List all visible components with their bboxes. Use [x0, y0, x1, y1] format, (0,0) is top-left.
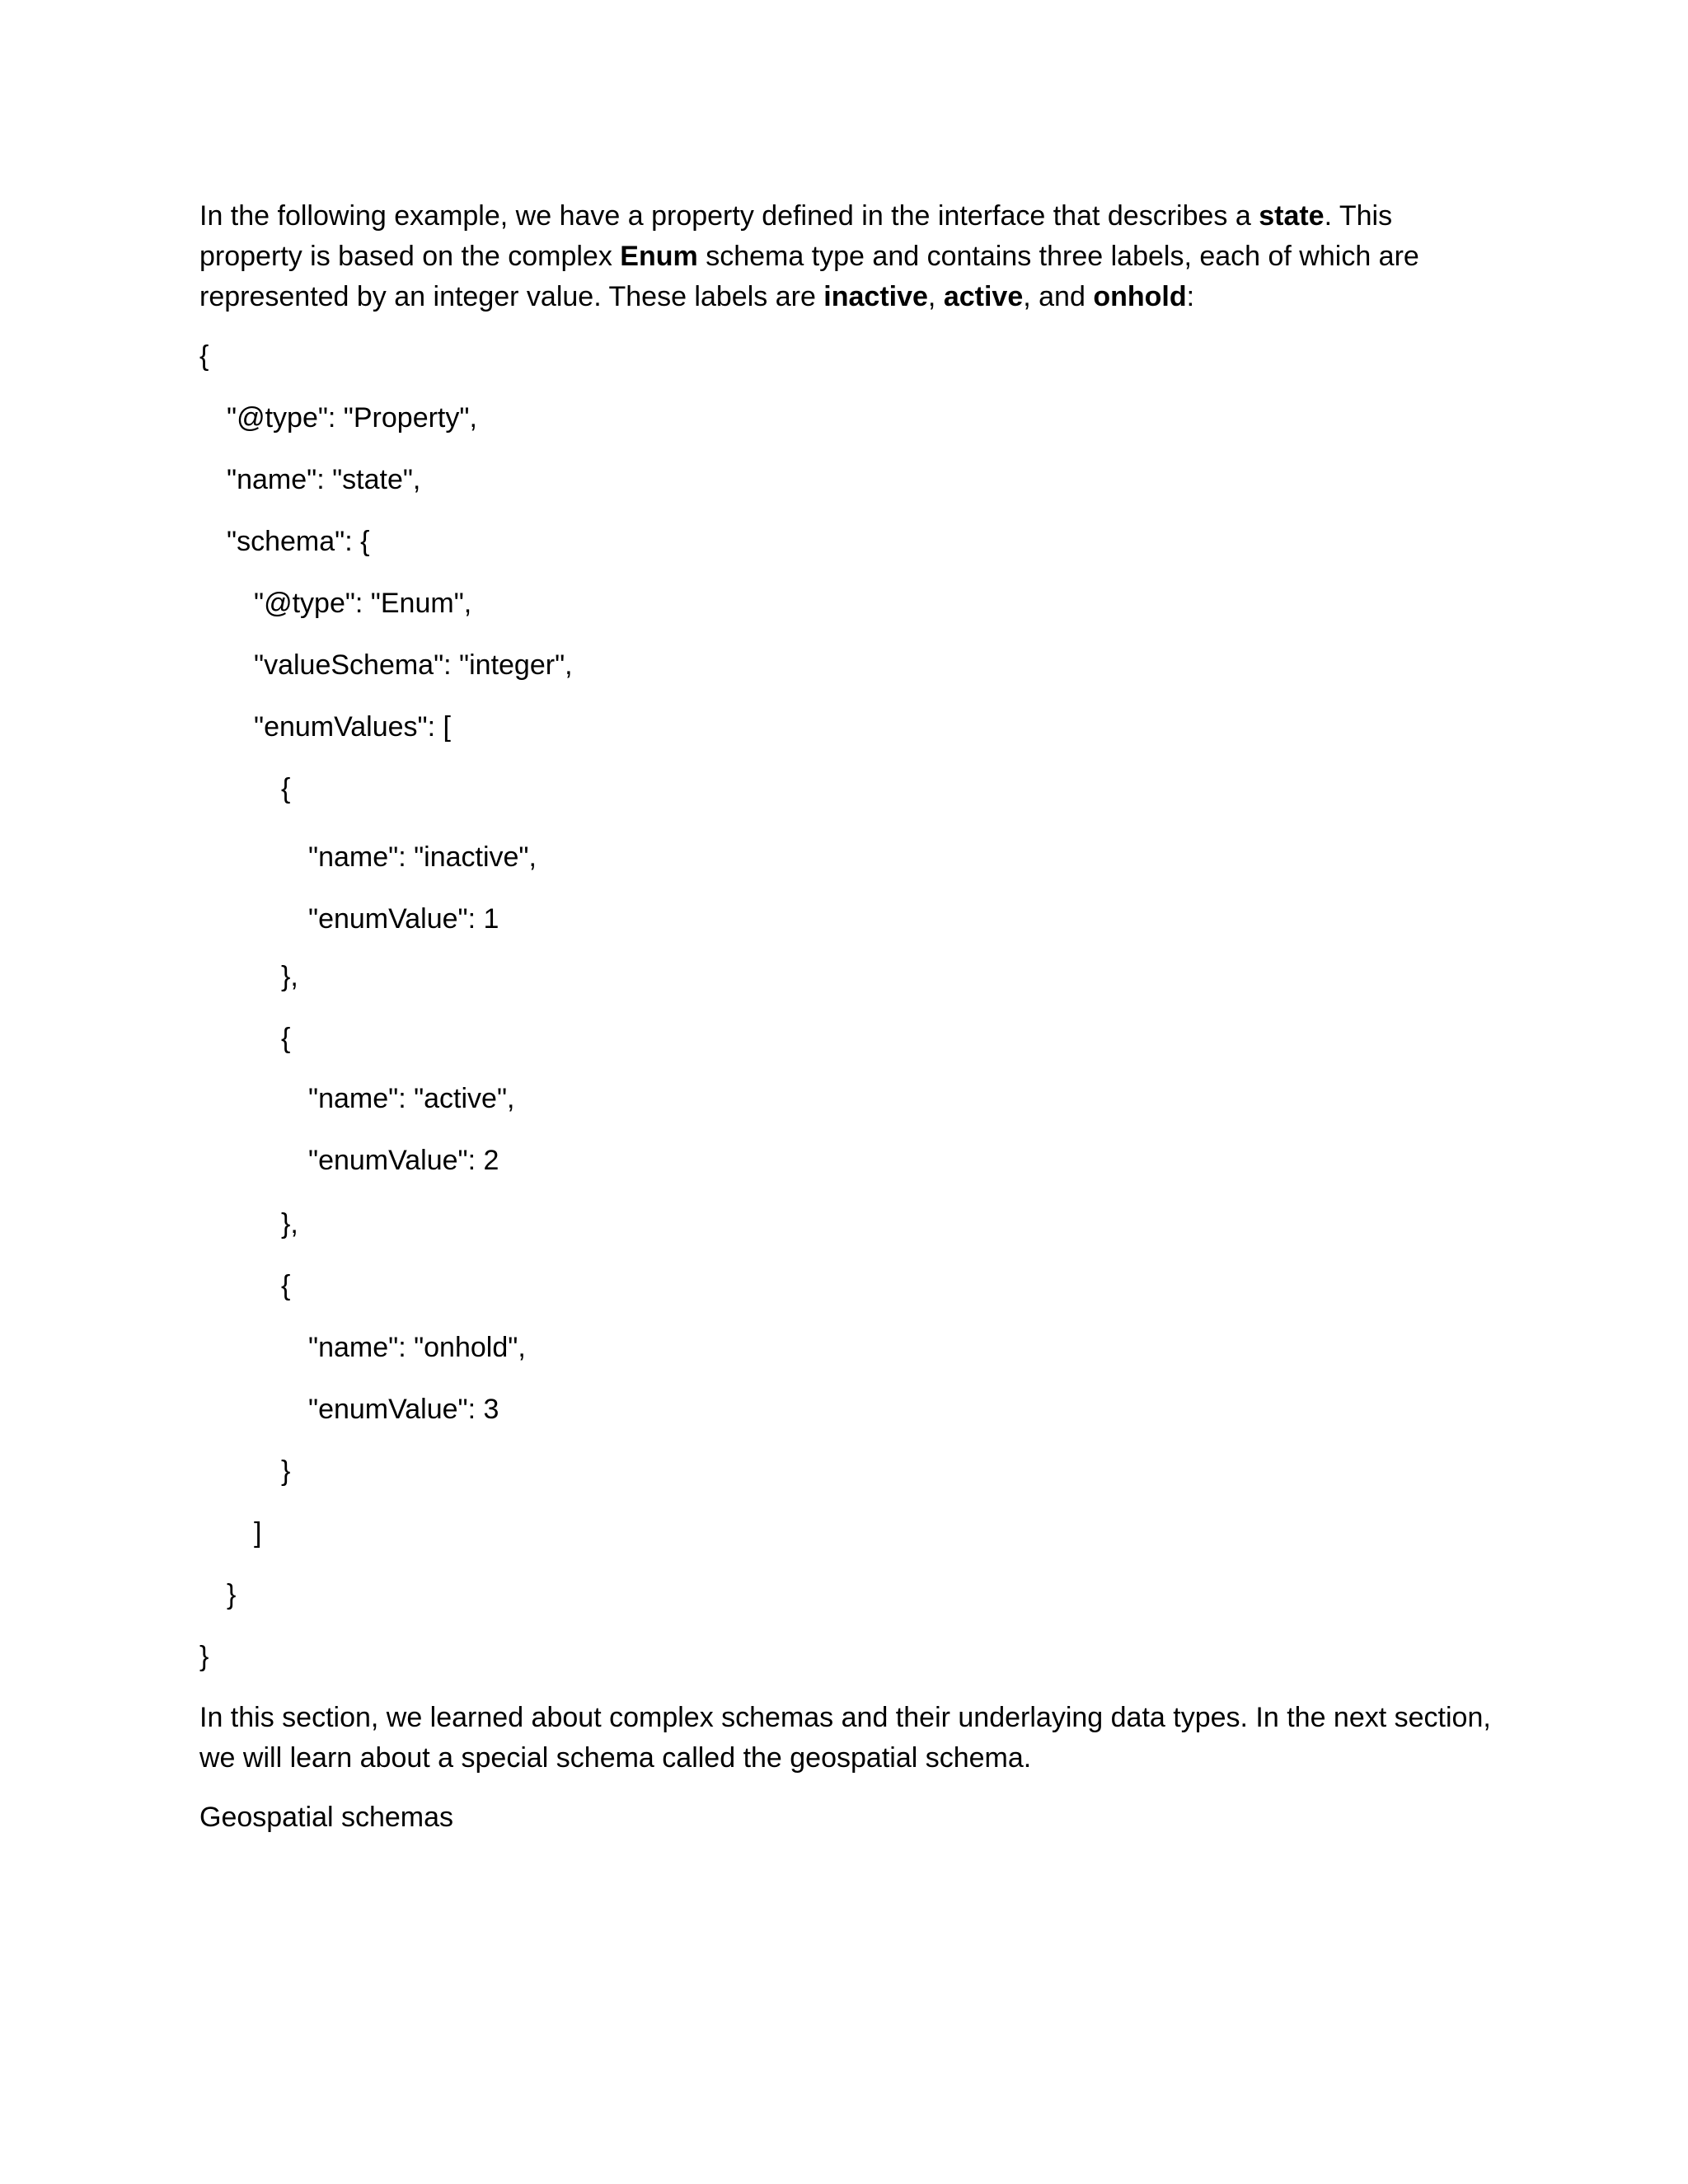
code-line: } [199, 1641, 209, 1672]
code-line: { [281, 1023, 291, 1054]
intro-text-5: , and [1023, 281, 1094, 312]
code-line: } [227, 1579, 237, 1610]
code-line: "name": "state", [227, 464, 421, 495]
code-line: "schema": { [227, 526, 370, 557]
code-line: "@type": "Property", [227, 402, 477, 434]
code-line: "enumValue": 1 [308, 903, 499, 935]
bold-inactive: inactive [823, 281, 928, 312]
intro-text-4: , [927, 281, 944, 312]
bold-state: state [1259, 200, 1325, 232]
code-line: { [199, 340, 209, 372]
code-line: "name": "inactive", [308, 841, 537, 873]
code-line: "enumValue": 2 [308, 1145, 499, 1176]
bold-enum: Enum [620, 241, 698, 272]
code-line: } [281, 1455, 291, 1487]
code-line: "enumValue": 3 [308, 1394, 499, 1425]
bold-onhold: onhold [1093, 281, 1187, 312]
code-line: "name": "active", [308, 1083, 515, 1114]
intro-text-2: . This property is based on the complex [199, 200, 1393, 272]
code-line: "enumValues": [ [254, 711, 451, 743]
code-line: }, [281, 961, 298, 992]
section-heading: Geospatial schemas [199, 1802, 454, 1833]
code-line: "valueSchema": "integer", [254, 649, 573, 681]
code-line: "name": "onhold", [308, 1332, 526, 1363]
code-line: ] [254, 1517, 262, 1549]
intro-paragraph [199, 196, 1502, 317]
code-line: { [281, 1270, 291, 1301]
bold-active: active [943, 281, 1024, 312]
intro-text-1: In the following example, we have a property defined in the interface that describes a [199, 200, 1259, 232]
code-line: { [281, 773, 291, 804]
intro-text-6: : [1186, 281, 1195, 312]
code-line: "@type": "Enum", [254, 588, 472, 619]
summary-paragraph: In this section, we learned about complex schemas and their underlaying data types. In the next section, we will learn about a special schema called the geospatial schema. [199, 1702, 1491, 1774]
code-line: }, [281, 1208, 298, 1240]
intro-text-3: schema type and contains three labels, each of which are represented by an integer value. These labels are [199, 241, 1419, 312]
